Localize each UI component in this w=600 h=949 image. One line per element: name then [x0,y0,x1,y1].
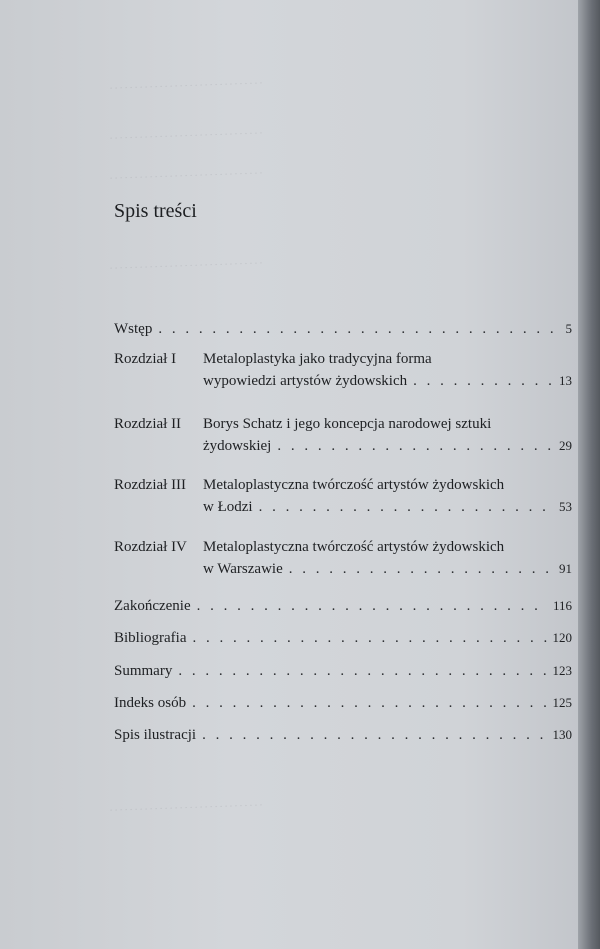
toc-entry-page: 29 [559,438,572,453]
toc-entry-page: 125 [552,695,572,710]
leader-dots [277,435,553,457]
toc-entry-label: Rozdział IV [114,539,187,555]
bleed-through-line: . . . . . . . . . . . . . . . . . . . . . . . . . . . . . . . [109,165,263,182]
toc-entry-page: 123 [552,663,572,678]
bleed-through-line: . . . . . . . . . . . . . . . . . . . . . . . . . . . . . . . [109,255,263,272]
toc-entry[interactable] [114,627,572,649]
bleed-through-line: . . . . . . . . . . . . . . . . . . . . . . . . . . . . . . . [109,125,263,142]
toc-entry-title-line2: żydowskiej [203,438,272,454]
toc-entry-title-line1: Borys Schatz i jego koncepcja narodowej sztuki [203,416,492,432]
leader-dots [413,370,553,392]
toc-entry-title-line1: Metaloplastyczna twórczość artystów żydowskich [203,539,505,555]
leader-dots [289,558,553,580]
toc-heading: Spis treści [114,200,197,222]
toc-entry[interactable] [114,724,572,746]
toc-entry-page: 116 [552,598,572,613]
toc-entry[interactable] [114,413,572,463]
bleed-through-line: . . . . . . . . . . . . . . . . . . . . . . . . . . . . . . . [109,75,263,92]
toc-entry-title: Summary [114,663,173,679]
bleed-through-line: . . . . . . . . . . . . . . . . . . . . . . . . . . . . . . . [109,797,263,814]
toc-entry[interactable] [114,660,572,682]
toc-entry-title-line2: w Warszawie [203,561,283,577]
toc-entry-label: Rozdział I [114,351,177,367]
toc-entry-title: Zakończenie [114,598,191,614]
leader-dots [178,660,546,682]
toc-entry-title-line2: wypowiedzi artystów żydowskich [203,373,408,389]
leader-dots [259,496,553,518]
toc-entry-label: Rozdział II [114,416,182,432]
leader-dots [197,595,547,617]
toc-entry[interactable] [114,474,572,524]
toc-entry-page: 13 [559,373,572,388]
toc-entry-title: Indeks osób [114,695,187,711]
toc-entry-title: Wstęp [114,321,153,337]
toc-entry-title-line1: Metaloplastyczna twórczość artystów żydowskich [203,477,505,493]
toc-entry-page: 130 [552,727,572,742]
toc-entry[interactable] [114,595,572,617]
leader-dots [192,692,546,714]
toc-entry-page: 91 [559,561,572,576]
toc-entry-page: 53 [559,499,572,514]
page-edge [578,0,600,949]
toc-entry[interactable] [114,536,572,586]
toc-entry-page: 120 [552,630,572,645]
toc-entry-page: 5 [565,321,572,336]
toc-entry-title-line1: Metaloplastyka jako tradycyjna forma [203,351,432,367]
toc-entry-title: Bibliografia [114,630,187,646]
toc-entry[interactable] [114,318,572,340]
toc-entry[interactable] [114,692,572,714]
toc-entry-title-line2: w Łodzi [203,499,253,515]
toc-entry-title: Spis ilustracji [114,727,197,743]
leader-dots [192,627,546,649]
toc-entry-label: Rozdział III [114,477,187,493]
leader-dots [158,318,559,340]
toc-entry[interactable] [114,348,572,398]
leader-dots [202,724,546,746]
